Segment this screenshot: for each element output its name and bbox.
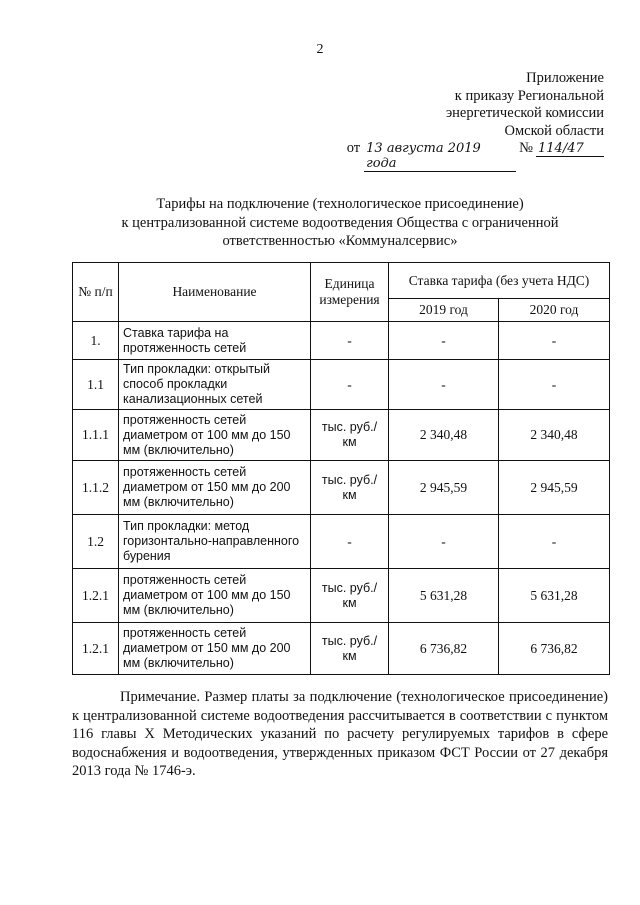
order-date-handwritten: 13 августа 2019 года [364, 141, 516, 172]
row-name: протяженность сетей диаметром от 100 мм до 150 мм (включительно) [119, 410, 311, 461]
header-unit: Единица измерения [311, 263, 389, 322]
header-year-2020: 2020 год [499, 299, 610, 322]
appendix-line: к приказу Региональной [454, 87, 604, 104]
row-value-2020: - [499, 515, 610, 569]
appendix-line: энергетической комиссии [445, 105, 604, 121]
header-num: № п/п [73, 263, 119, 322]
title-line: ответственностью «Коммуналсервис» [222, 233, 458, 249]
row-unit: тыс. руб./ км [311, 623, 389, 675]
table-row [73, 515, 610, 569]
row-name: протяженность сетей диаметром от 150 мм до 200 мм (включительно) [119, 461, 311, 515]
row-unit: - [311, 360, 389, 410]
row-num: 1.1.1 [73, 410, 119, 461]
row-value-2020: 5 631,28 [499, 569, 610, 623]
row-value-2019: 5 631,28 [389, 569, 499, 623]
row-num: 1.2.1 [73, 623, 119, 675]
note-paragraph: Примечание. Размер платы за подключение (технологическое присоединение) к централизованной системе водоотведения рассчитывается в соответствии с пунктом 116 главы X Методических указаний по расчету регулируемых тарифов в сфере водоснабжения и водоотведения, утвержденных приказом ФСТ России от 27 декабря 2013 года № 1746-э. [72, 689, 608, 779]
document-title [60, 195, 620, 251]
header-rate: Ставка тарифа (без учета НДС) [389, 263, 610, 299]
row-value-2019: - [389, 360, 499, 410]
appendix-header [446, 70, 604, 140]
row-num: 1.1.2 [73, 461, 119, 515]
row-name: протяженность сетей диаметром от 100 мм до 150 мм (включительно) [119, 569, 311, 623]
table-header-row [73, 263, 610, 299]
row-value-2020: 2 945,59 [499, 461, 610, 515]
title-line: Тарифы на подключение (технологическое присоединение) [156, 196, 524, 212]
row-unit: тыс. руб./ км [311, 569, 389, 623]
header-year-2019: 2019 год [389, 299, 499, 322]
row-unit: тыс. руб./ км [311, 410, 389, 461]
table-row [73, 623, 610, 675]
order-date-line [347, 140, 604, 172]
row-name: Тип прокладки: открытый способ прокладки канализационных сетей [119, 360, 311, 410]
row-num: 1.2 [73, 515, 119, 569]
table-row [73, 360, 610, 410]
table-row [73, 410, 610, 461]
order-number-handwritten: 114/47 [536, 141, 604, 157]
row-value-2019: 2 945,59 [389, 461, 499, 515]
header-name: Наименование [119, 263, 311, 322]
order-from-label: от [346, 140, 361, 156]
row-value-2020: - [499, 322, 610, 360]
row-unit: тыс. руб./ км [311, 461, 389, 515]
row-value-2020: 2 340,48 [499, 410, 610, 461]
order-number-sign: № [519, 140, 533, 156]
page-number: 2 [316, 42, 324, 57]
table-row [73, 569, 610, 623]
row-value-2019: - [389, 515, 499, 569]
appendix-line: Омской области [504, 122, 604, 139]
tariff-table [72, 262, 610, 675]
row-value-2020: 6 736,82 [499, 623, 610, 675]
row-value-2019: 6 736,82 [389, 623, 499, 675]
table-row [73, 461, 610, 515]
row-num: 1.1 [73, 360, 119, 410]
row-num: 1. [73, 322, 119, 360]
row-unit: - [311, 515, 389, 569]
row-value-2019: - [389, 322, 499, 360]
title-line: к централизованной системе водоотведения Общества с ограниченной [121, 214, 559, 231]
row-value-2019: 2 340,48 [389, 410, 499, 461]
row-value-2020: - [499, 360, 610, 410]
row-unit: - [311, 322, 389, 360]
row-name: протяженность сетей диаметром от 150 мм до 200 мм (включительно) [119, 623, 311, 675]
appendix-line: Приложение [526, 70, 604, 86]
row-name: Ставка тарифа на протяженность сетей [119, 322, 311, 360]
table-row [73, 322, 610, 360]
row-num: 1.2.1 [73, 569, 119, 623]
row-name: Тип прокладки: метод горизонтально-направленного бурения [119, 515, 311, 569]
